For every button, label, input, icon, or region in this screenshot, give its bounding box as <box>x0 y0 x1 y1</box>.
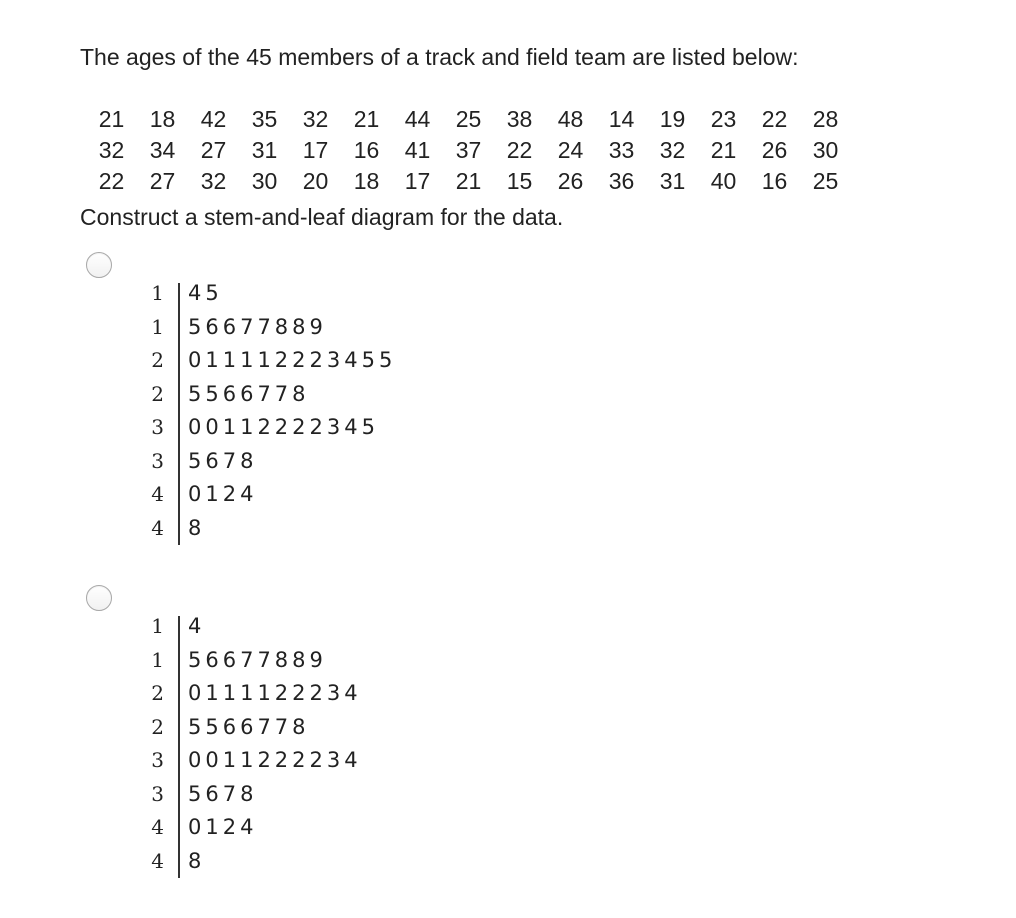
data-value: 16 <box>353 137 380 163</box>
stem-value: 1 <box>151 314 164 339</box>
data-value: 34 <box>149 137 176 163</box>
stem-value: 1 <box>151 614 164 638</box>
plot-row <box>136 344 476 378</box>
data-value: 31 <box>251 137 278 163</box>
leaf-values: 56677889 <box>188 314 327 339</box>
plot-row <box>136 610 476 644</box>
data-value: 17 <box>404 168 431 194</box>
data-value: 20 <box>302 168 329 194</box>
data-value: 23 <box>710 106 737 132</box>
stem-value: 1 <box>151 281 164 305</box>
data-value: 36 <box>608 168 635 194</box>
data-value: 35 <box>251 106 278 132</box>
plot-row <box>136 778 476 812</box>
data-value: 28 <box>812 106 839 132</box>
stem-value: 2 <box>151 381 164 406</box>
leaf-values: 011112223455 <box>188 348 397 372</box>
stem-value: 4 <box>151 482 164 506</box>
stem-value: 3 <box>151 415 164 439</box>
stem-and-leaf-plot <box>136 610 476 878</box>
data-value: 32 <box>302 106 329 132</box>
leaf-values: 0124 <box>188 482 258 506</box>
data-value: 32 <box>200 168 227 194</box>
data-row <box>86 166 851 197</box>
leaf-values: 8 <box>188 848 206 873</box>
plot-row <box>136 445 476 479</box>
data-value: 21 <box>98 106 125 132</box>
data-value: 38 <box>506 106 533 132</box>
data-value: 32 <box>98 137 125 163</box>
plot-row <box>136 644 476 678</box>
data-value: 16 <box>761 168 788 194</box>
data-value: 26 <box>761 137 788 163</box>
leaf-values: 0011222234 <box>188 748 362 772</box>
leaf-values: 5566778 <box>188 714 310 739</box>
leaf-values: 00112222345 <box>188 415 379 439</box>
plot-row <box>136 711 476 745</box>
data-value: 25 <box>455 106 482 132</box>
data-row <box>86 135 851 166</box>
data-value: 44 <box>404 106 431 132</box>
data-value: 17 <box>302 137 329 163</box>
plot-row <box>136 512 476 546</box>
data-value: 18 <box>353 168 380 194</box>
data-value: 40 <box>710 168 737 194</box>
data-value: 19 <box>659 106 686 132</box>
stem-and-leaf-plot <box>136 277 476 545</box>
data-value: 22 <box>506 137 533 163</box>
stem-value: 4 <box>151 515 164 540</box>
data-value: 15 <box>506 168 533 194</box>
plot-row <box>136 677 476 711</box>
plot-row <box>136 744 476 778</box>
stem-value: 3 <box>151 448 164 473</box>
plot-row <box>136 845 476 879</box>
data-value: 21 <box>710 137 737 163</box>
data-value: 26 <box>557 168 584 194</box>
stem-value: 3 <box>151 748 164 772</box>
leaf-values: 4 <box>188 614 206 638</box>
leaf-values: 5678 <box>188 448 258 473</box>
plot-row <box>136 311 476 345</box>
data-value: 27 <box>149 168 176 194</box>
data-value: 30 <box>812 137 839 163</box>
leaf-values: 8 <box>188 515 206 540</box>
data-value: 32 <box>659 137 686 163</box>
leaf-values: 0124 <box>188 815 258 839</box>
data-value: 14 <box>608 106 635 132</box>
data-value: 22 <box>761 106 788 132</box>
leaf-values: 0111122234 <box>188 681 362 705</box>
question-text: The ages of the 45 members of a track and field team are listed below: <box>80 44 799 70</box>
data-value: 31 <box>659 168 686 194</box>
stem-value: 4 <box>151 815 164 839</box>
data-value: 30 <box>251 168 278 194</box>
data-value: 21 <box>455 168 482 194</box>
plot-row <box>136 378 476 412</box>
stem-value: 2 <box>151 714 164 739</box>
data-value: 18 <box>149 106 176 132</box>
leaf-values: 5566778 <box>188 381 310 406</box>
data-value: 33 <box>608 137 635 163</box>
data-value: 24 <box>557 137 584 163</box>
stem-value: 4 <box>151 848 164 873</box>
data-row <box>86 104 851 135</box>
radio-button[interactable] <box>86 252 112 278</box>
plot-row <box>136 411 476 445</box>
stem-value: 3 <box>151 781 164 806</box>
data-value: 42 <box>200 106 227 132</box>
stem-value: 2 <box>151 681 164 705</box>
stem-value: 2 <box>151 348 164 372</box>
leaf-values: 5678 <box>188 781 258 806</box>
instruction-text: Construct a stem-and-leaf diagram for the data. <box>80 204 564 230</box>
data-value: 41 <box>404 137 431 163</box>
leaf-values: 45 <box>188 281 223 305</box>
data-value: 25 <box>812 168 839 194</box>
plot-row <box>136 811 476 845</box>
stem-value: 1 <box>151 647 164 672</box>
plot-row <box>136 478 476 512</box>
data-value: 27 <box>200 137 227 163</box>
radio-button[interactable] <box>86 585 112 611</box>
data-table <box>86 104 851 197</box>
leaf-values: 56677889 <box>188 647 327 672</box>
plot-row <box>136 277 476 311</box>
data-value: 21 <box>353 106 380 132</box>
data-value: 48 <box>557 106 584 132</box>
data-value: 37 <box>455 137 482 163</box>
data-value: 22 <box>98 168 125 194</box>
